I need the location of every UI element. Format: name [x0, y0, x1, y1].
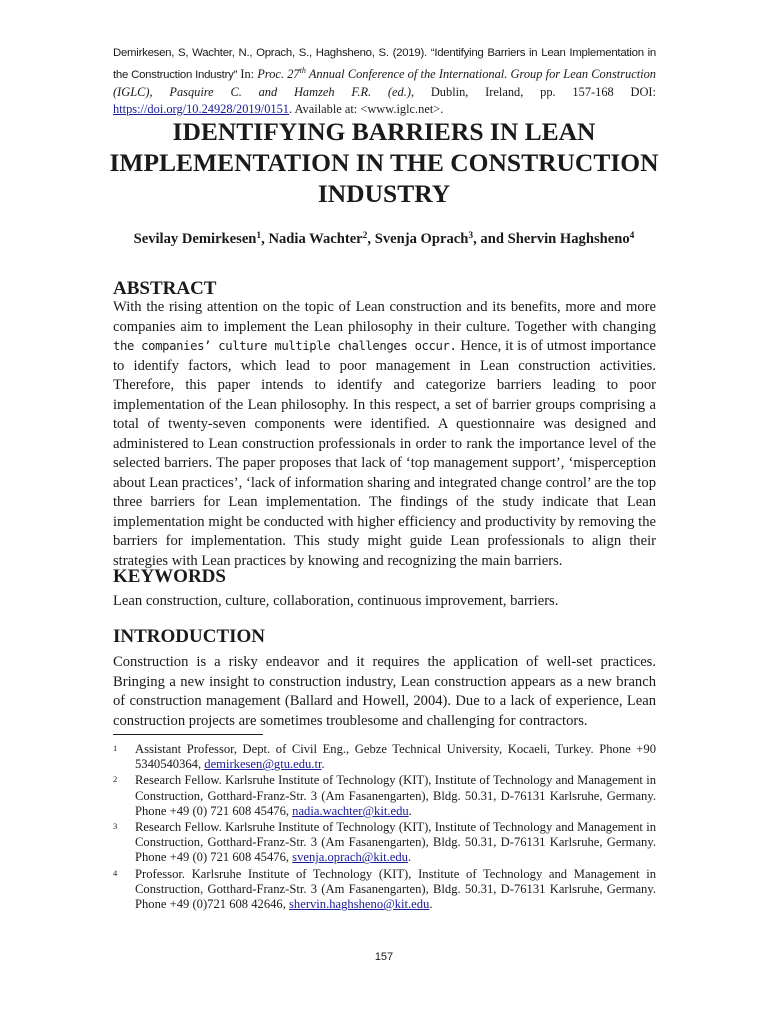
introduction-body: Construction is a risky endeavor and it requires the application of well-set practices. Bringing a new insight to construction industry, Lean construction appears as a new branch of construction management (Ballard and Howell, 2004). Due to a lack of experience, Lean construction projects are sometimes troublesome and challenging for contractors. — [113, 654, 656, 729]
paper-title: IDENTIFYING BARRIERS IN LEAN IMPLEMENTATION IN THE CONSTRUCTION INDUSTRY — [109, 117, 659, 208]
footnote-end: . — [408, 803, 412, 818]
author-affiliation-mark: 1 — [256, 231, 262, 241]
author-name: Sevilay Demirkesen — [133, 231, 257, 247]
author-affiliation-mark: 2 — [362, 231, 368, 241]
citation-location: , Dublin, Ireland, pp. 157-168 DOI: — [410, 85, 656, 100]
ordinal-suffix: th — [299, 66, 306, 75]
abstract-text-mono: the companies’ culture multiple challenges occur. — [113, 339, 457, 353]
footnote — [113, 773, 656, 819]
footnote-text — [135, 773, 656, 819]
footnote-number: 3 — [113, 821, 118, 832]
footnote-end: . — [321, 757, 325, 772]
footnote-end: . — [407, 850, 412, 865]
footnotes — [113, 742, 656, 913]
author-name: Svenja Oprach — [374, 231, 469, 247]
footnote-text — [135, 742, 656, 772]
footnote-affiliation: Research Fellow. Karlsruhe Institute of Technology (KIT), Institute of Technology and Management in Construction, Gotthard-Franz-Str. 3 (Am Fasanengarten), Bldg. 50.31, D-76131 Karlsruhe, Germany. Phone +49 (0) 721 608 45476, — [135, 820, 656, 865]
keywords-heading: KEYWORDS — [113, 566, 226, 587]
author-name: Shervin Haghsheno — [507, 231, 630, 247]
abstract-heading: ABSTRACT — [113, 278, 217, 299]
footnote — [113, 742, 656, 772]
author-separator: , — [367, 231, 375, 247]
footnote-affiliation: Research Fellow. Karlsruhe Institute of Technology (KIT), Institute of Technology and Management in Construction, Gotthard-Franz-Str. 3 (Am Fasanengarten), Bldg. 50.31, D-76131 Karlsruhe, Germany. Phone +49 (0) 721 608 45476, — [135, 773, 656, 818]
footnote-affiliation: Assistant Professor, Dept. of Civil Eng., Gebze Technical University, Kocaeli, Turkey. Phone +90 5340540364, — [135, 742, 656, 772]
author-separator: , — [261, 231, 269, 247]
author-list — [100, 229, 668, 249]
abstract-text: With the rising attention on the topic of Lean construction and its benefits, more and more companies aim to implement the Lean philosophy in their culture. Together with changing — [113, 299, 656, 335]
footnote-number: 1 — [113, 743, 118, 753]
doi-link[interactable]: https://doi.org/10.24928/2019/0151 — [113, 102, 290, 117]
author-separator: , and — [473, 231, 508, 247]
footnote — [113, 867, 656, 913]
email-link[interactable]: nadia.wachter@kit.edu — [292, 803, 409, 818]
author-name: Nadia Wachter — [268, 231, 363, 247]
citation-authors: Demirkesen, S, Wachter, N., Oprach, S., Haghsheno, S. (2019). “Identifying Barriers in Lean Implementation in the Construction Industry” — [113, 47, 656, 82]
footnote-number: 4 — [113, 867, 118, 878]
author-affiliation-mark: 4 — [629, 231, 635, 241]
footnote-divider — [113, 734, 263, 735]
abstract-text: Hence, it is of utmost importance to identify factors, which lead to poor management in Lean construction activities. Therefore, this paper intends to identify and categorize barriers leading to poor implementation of the Lean philosophy. In this respect, a set of barrier groups comprising a total of twenty-seven components were identified. A questionnaire was designed and administered to Lean construction professionals in order to rank the importance level of the selected barriers. The paper proposes that lack of ‘top management support’, ‘misperception about Lean practices’, ‘lack of information sharing and integrated change control’ are the top three barriers for Lean implementation. The findings of the study indicate that Lean implementation might be conducted with higher efficiency and productivity by removing the barriers for implementation. This study might guide Lean professionals to align their strategies with Lean practices by knowing and recognizing the main barriers. — [113, 338, 657, 569]
citation-in-label: In: — [237, 67, 258, 82]
email-link[interactable]: svenja.oprach@kit.edu — [292, 850, 408, 865]
email-link[interactable]: demirkesen@gtu.edu.tr — [204, 757, 322, 772]
footnote-number: 2 — [113, 774, 118, 785]
footnote-text — [135, 867, 656, 913]
citation-header — [113, 44, 656, 118]
footnote — [113, 820, 656, 866]
footnote-end: . — [429, 897, 433, 912]
citation-available: . Available at: <www.iglc.net>. — [289, 102, 444, 117]
introduction-heading: INTRODUCTION — [113, 626, 266, 647]
email-link[interactable]: shervin.haghsheno@kit.edu — [289, 897, 430, 912]
footnote-affiliation: Professor. Karlsruhe Institute of Technology (KIT), Institute of Technology and Management in Construction, Gotthard-Franz-Str. 3 (Am Fasanengarten), Bldg. 50.31, D-76131 Karlsruhe, Germany. Phone +49 (0)721 608 42646, — [135, 866, 656, 912]
footnote-text — [135, 820, 656, 866]
citation-proceedings: Proc. 27th Annual Conference of the International. Group for Lean Construction (IGLC), Pasquire C. and Hamzeh F.R. (ed.) — [113, 66, 656, 100]
keywords-body: Lean construction, culture, collaboration, continuous improvement, barriers. — [113, 593, 559, 609]
author-affiliation-mark: 3 — [468, 231, 474, 241]
page-number: 157 — [374, 951, 394, 963]
abstract-body — [113, 298, 656, 571]
